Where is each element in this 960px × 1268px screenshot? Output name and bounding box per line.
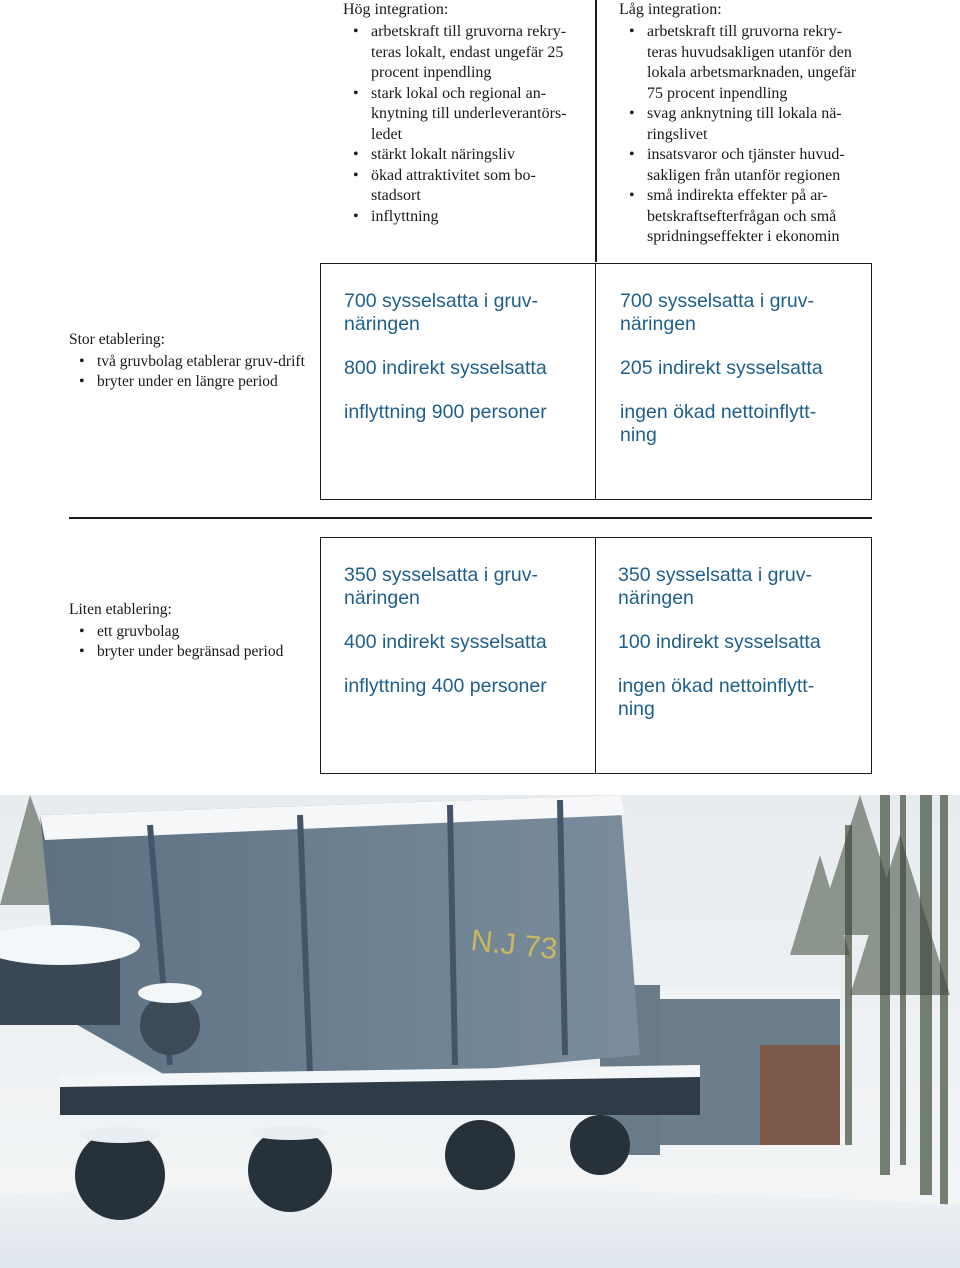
- cell-line: 205 indirekt sysselsatta: [620, 357, 823, 379]
- cell-line: 800 indirekt sysselsatta: [344, 357, 547, 379]
- row-header-small: [69, 600, 314, 662]
- list-item: • bryter under begränsad period: [69, 642, 314, 662]
- cell-line: 400 indirekt sysselsatta: [344, 631, 547, 653]
- bullet-list-large: [69, 352, 314, 392]
- car-marking: N.J 73: [469, 924, 559, 967]
- list-item: • arbetskraft till gruvorna rekry-teras huvudsakligen utanför den lokala arbetsmarknaden, ungefär 75 procent inpendling: [619, 22, 862, 104]
- list-item: • stärkt lokalt näringsliv: [343, 145, 586, 166]
- bullet-list-small: [69, 622, 314, 662]
- cell-line: ingen ökad nettoinflytt-ning: [620, 401, 817, 446]
- list-item: • små indirekta effekter på ar-betskraftsefterfrågan och små spridningseffekter i ekonomin: [619, 186, 862, 248]
- list-item: • två gruvbolag etablerar gruv-drift: [69, 352, 307, 372]
- list-item: • stark lokal och regional an-knytning till underleverantörs-ledet: [343, 84, 581, 146]
- cell-line: 700 sysselsatta i gruv-näringen: [344, 290, 539, 335]
- column-title-high: Hög integration:: [343, 1, 449, 18]
- list-item: • inflyttning: [343, 207, 586, 228]
- column-header-high-integration: [343, 0, 586, 227]
- header-divider: [595, 0, 597, 262]
- cell-line: 100 indirekt sysselsatta: [618, 631, 821, 653]
- row-divider: [69, 517, 872, 519]
- cell-line: inflyttning 900 personer: [344, 401, 547, 423]
- list-item: • bryter under en längre period: [69, 372, 314, 392]
- column-title-low: Låg integration:: [619, 1, 722, 18]
- list-item: • ökad attraktivitet som bo-stadsort: [343, 166, 581, 207]
- bullet-list-low: [619, 22, 867, 248]
- cell-line: ingen ökad nettoinflytt-ning: [618, 675, 815, 720]
- cell-small-high: [320, 537, 597, 774]
- list-item: • ett gruvbolag: [69, 622, 314, 642]
- cell-line: 350 sysselsatta i gruv-näringen: [344, 564, 539, 609]
- list-item: • arbetskraft till gruvorna rekry-teras lokalt, endast ungefär 25 procent inpendling: [343, 22, 581, 84]
- cell-large-high: [320, 263, 597, 500]
- cell-small-low: [595, 537, 872, 774]
- row-title-large: Stor etablering:: [69, 331, 165, 348]
- list-item: • insatsvaror och tjänster huvud-sakligen från utanför regionen: [619, 145, 862, 186]
- list-item: • svag anknytning till lokala nä-ringslivet: [619, 104, 862, 145]
- cell-line: 700 sysselsatta i gruv-näringen: [620, 290, 815, 335]
- cell-line: inflyttning 400 personer: [344, 675, 547, 697]
- bullet-list-high: [343, 22, 586, 227]
- cell-large-low: [595, 263, 872, 500]
- row-title-small: Liten etablering:: [69, 601, 172, 618]
- column-header-low-integration: [619, 0, 867, 248]
- row-header-large: [69, 330, 314, 392]
- cell-line: 350 sysselsatta i gruv-näringen: [618, 564, 813, 609]
- train-illustration: [0, 795, 960, 1268]
- photo-snowy-ore-train: [0, 795, 960, 1268]
